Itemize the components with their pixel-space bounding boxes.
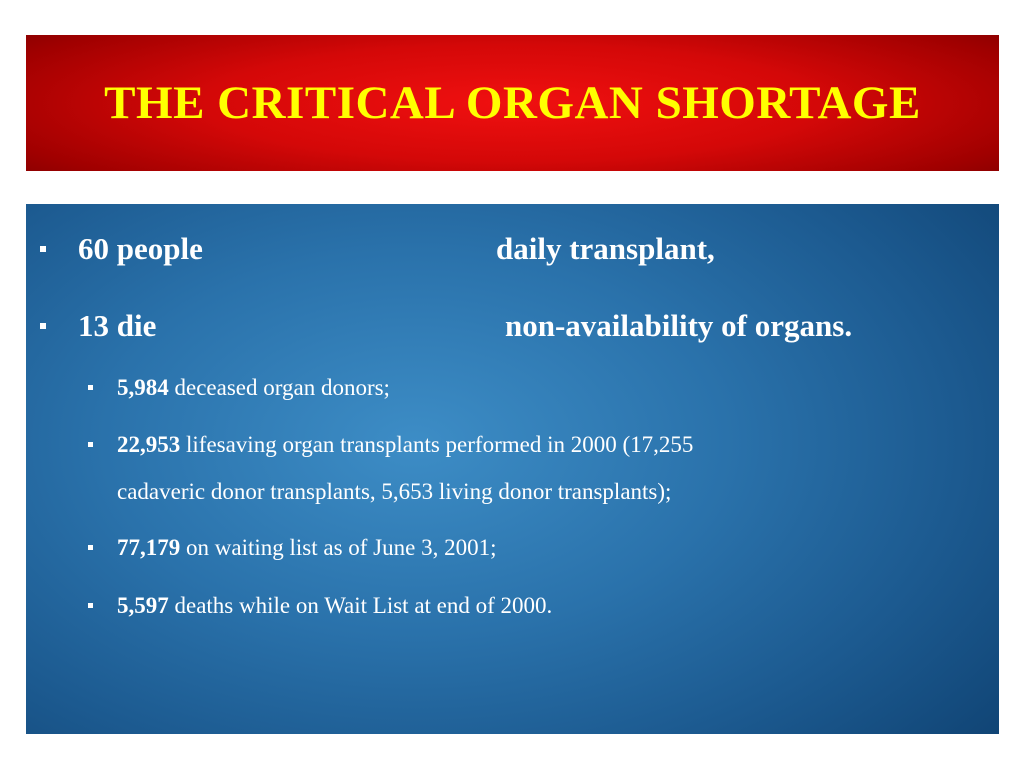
- content-panel: [26, 204, 999, 734]
- slide-title: THE CRITICAL ORGAN SHORTAGE: [104, 77, 921, 129]
- sub-bullet-item: [88, 524, 496, 571]
- bullet-square-icon: [40, 246, 46, 252]
- sub-bullet-item: [88, 364, 390, 411]
- bullet-left-text: 13 die: [78, 308, 157, 343]
- stat-text-continued: cadaveric donor transplants, 5,653 living donor transplants);: [117, 479, 672, 504]
- bullet-right-text: non-availability of organs.: [505, 308, 853, 343]
- stat-number: 5,984: [117, 375, 169, 400]
- stat-text: on waiting list as of June 3, 2001;: [180, 535, 497, 560]
- stat-number: 22,953: [117, 432, 181, 457]
- bullet-item-1: [40, 231, 715, 267]
- stat-number: 77,179: [117, 535, 181, 560]
- bullet-square-icon: [88, 603, 93, 608]
- bullet-item-2: [40, 308, 852, 344]
- title-banner: [26, 35, 999, 171]
- stat-text: lifesaving organ transplants performed in 2000 (17,255: [180, 432, 694, 457]
- bullet-square-icon: [40, 323, 46, 329]
- bullet-square-icon: [88, 385, 93, 390]
- stat-number: 5,597: [117, 593, 169, 618]
- sub-bullet-item: [88, 421, 928, 515]
- bullet-left-text: 60 people: [78, 231, 203, 266]
- sub-bullet-item: [88, 582, 552, 629]
- stat-text: deaths while on Wait List at end of 2000.: [168, 593, 553, 618]
- stat-text: deceased organ donors;: [168, 375, 390, 400]
- bullet-right-text: daily transplant,: [496, 231, 715, 266]
- bullet-square-icon: [88, 545, 93, 550]
- bullet-square-icon: [88, 442, 93, 447]
